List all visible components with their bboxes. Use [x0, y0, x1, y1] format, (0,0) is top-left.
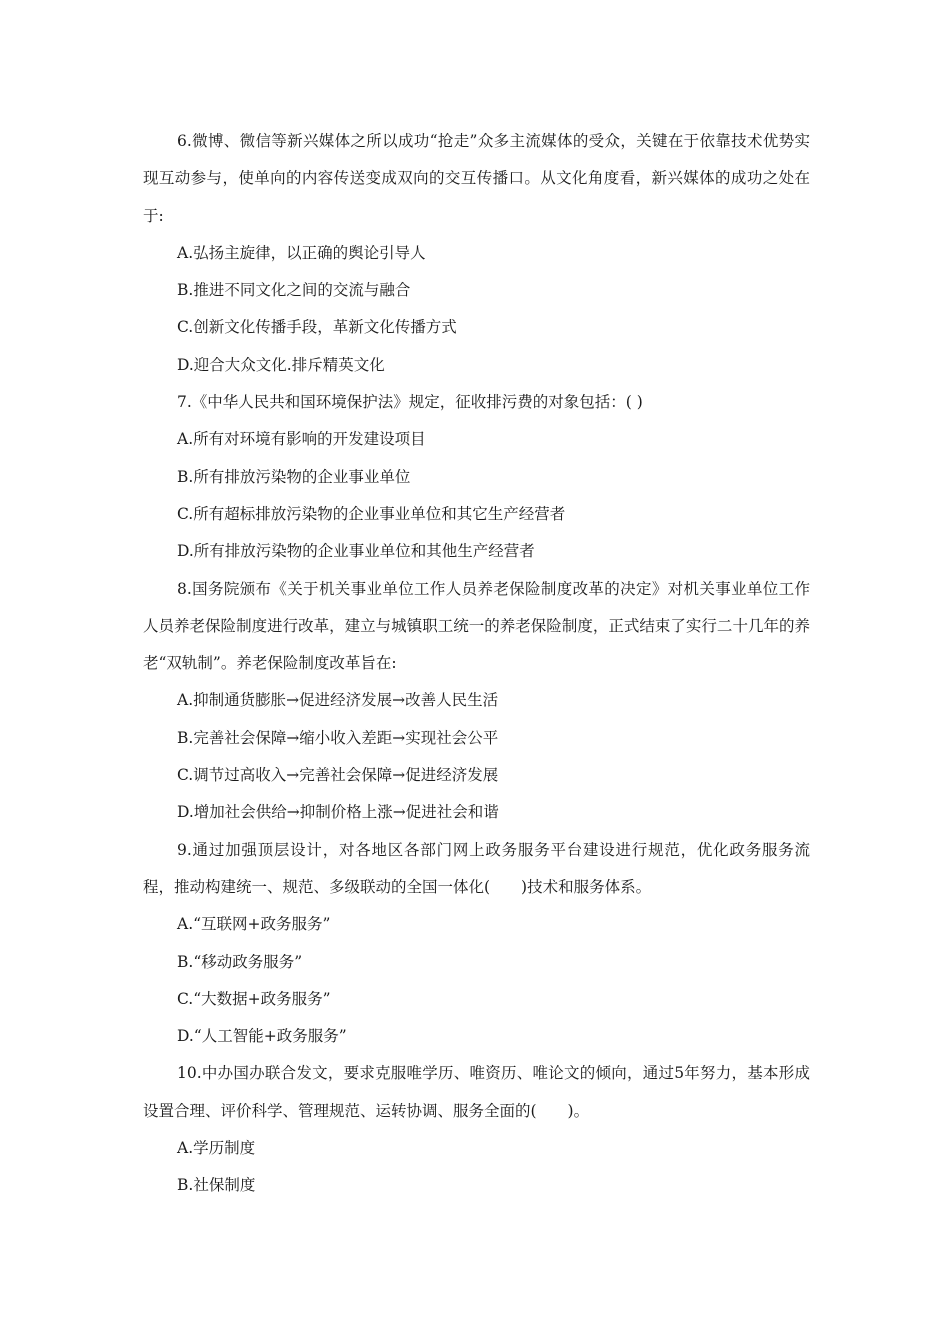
- question-10: [143, 1055, 810, 1204]
- option-c: C.调节过高收入→完善社会保障→促进经济发展: [177, 766, 499, 785]
- question-9: [143, 832, 810, 1056]
- option-d: D.迎合大众文化.排斥精英文化: [177, 355, 385, 374]
- option-d: D.所有排放污染物的企业事业单位和其他生产经营者: [177, 542, 535, 561]
- option-c: C.所有超标排放污染物的企业事业单位和其它生产经营者: [177, 504, 566, 523]
- question-7: [143, 384, 810, 570]
- question-6: [143, 123, 810, 384]
- question-stem: 6.微博、微信等新兴媒体之所以成功“抢走”众多主流媒体的受众，关键在于依靠技术优势实现互动参与，使单向的内容传送变成双向的交互传播口。从文化角度看，新兴媒体的成功之处在于:: [143, 132, 810, 225]
- option-c: C.创新文化传播手段，革新文化传播方式: [177, 318, 457, 337]
- option-b: B.完善社会保障→缩小收入差距→实现社会公平: [177, 728, 499, 747]
- option-b: B.“移动政务服务”: [177, 952, 303, 971]
- option-a: A.弘扬主旋律，以正确的舆论引导人: [177, 243, 426, 262]
- option-d: D.增加社会供给→抑制价格上涨→促进社会和谐: [177, 803, 499, 822]
- question-stem: 9.通过加强顶层设计，对各地区各部门网上政务服务平台建设进行规范，优化政务服务流程，推动构建统一、规范、多级联动的全国一体化( )技术和服务体系。: [143, 840, 810, 896]
- option-b: B.社保制度: [177, 1176, 256, 1195]
- option-a: A.学历制度: [177, 1139, 256, 1158]
- option-b: B.所有排放污染物的企业事业单位: [177, 467, 411, 486]
- option-d: D.“人工智能+政务服务”: [177, 1027, 347, 1046]
- option-c: C.“大数据+政务服务”: [177, 989, 331, 1008]
- option-a: A.“互联网+政务服务”: [177, 915, 331, 934]
- question-8: [143, 571, 810, 832]
- question-stem: 8.国务院颁布《关于机关事业单位工作人员养老保险制度改革的决定》对机关事业单位工作人员养老保险制度进行改革，建立与城镇职工统一的养老保险制度，正式结束了实行二十几年的养老“双轨制”。养老保险制度改革旨在:: [143, 579, 810, 673]
- question-stem: 10.中办国办联合发文，要求克服唯学历、唯资历、唯论文的倾向，通过5年努力，基本形成设置合理、评价科学、管理规范、运转协调、服务全面的( )。: [143, 1064, 810, 1120]
- question-stem: 7.《中华人民共和国环境保护法》规定，征收排污费的对象包括：( ): [177, 393, 643, 412]
- option-b: B.推进不同文化之间的交流与融合: [177, 281, 411, 300]
- option-a: A.所有对环境有影响的开发建设项目: [177, 430, 426, 449]
- option-a: A.抑制通货膨胀→促进经济发展→改善人民生活: [177, 691, 499, 710]
